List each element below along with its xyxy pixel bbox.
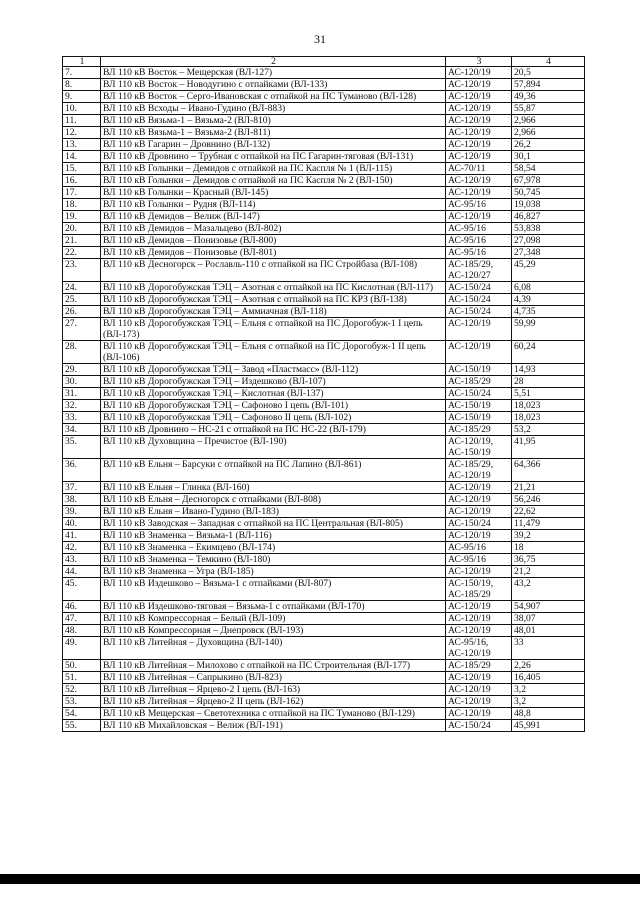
cell-length: 18,023	[512, 400, 585, 412]
cell-length: 2,966	[512, 127, 585, 139]
cell-line-name: ВЛ 110 кВ Дорогобужская ТЭЦ – Сафоново II цепь (ВЛ-102)	[101, 412, 446, 424]
cell-line-name: ВЛ 110 кВ Голынки – Демидов с отпайкой на ПС Каспля № 1 (ВЛ-115)	[101, 163, 446, 175]
cell-number: 44.	[63, 566, 101, 578]
cell-length: 58,54	[512, 163, 585, 175]
table-row	[63, 139, 585, 151]
cell-wire-type: АС-120/19	[446, 79, 512, 91]
column-header-number: 1	[63, 57, 101, 67]
cell-line-name: ВЛ 110 кВ Восток – Серго-Ивановская с отпайкой на ПС Туманово (ВЛ-128)	[101, 91, 446, 103]
cell-number: 45.	[63, 578, 101, 601]
cell-length: 11,479	[512, 518, 585, 530]
cell-length: 30,1	[512, 151, 585, 163]
cell-wire-type: АС-120/19	[446, 506, 512, 518]
cell-line-name: ВЛ 110 кВ Заводская – Западная с отпайкой на ПС Центральная (ВЛ-805)	[101, 518, 446, 530]
cell-line-name: ВЛ 110 кВ Ельня – Барсуки с отпайкой на ПС Лапино (ВЛ-861)	[101, 459, 446, 482]
cell-length: 64,366	[512, 459, 585, 482]
cell-length: 20,5	[512, 67, 585, 79]
cell-wire-type: АС-150/24	[446, 720, 512, 732]
cell-number: 19.	[63, 211, 101, 223]
cell-line-name: ВЛ 110 кВ Дорогобужская ТЭЦ – Азотная с отпайкой на ПС КРЗ (ВЛ-138)	[101, 294, 446, 306]
table-row	[63, 127, 585, 139]
table-row	[63, 554, 585, 566]
table-row	[63, 578, 585, 601]
cell-wire-type: АС-95/16	[446, 235, 512, 247]
cell-line-name: ВЛ 110 кВ Голынки – Демидов с отпайкой на ПС Каспля № 2 (ВЛ-150)	[101, 175, 446, 187]
column-header-length: 4	[512, 57, 585, 67]
cell-length: 14,93	[512, 364, 585, 376]
cell-wire-type: АС-120/19	[446, 91, 512, 103]
cell-length: 41,95	[512, 436, 585, 459]
cell-line-name: ВЛ 110 кВ Десногорск – Рославль-110 с отпайкой на ПС Стройбаза (ВЛ-108)	[101, 259, 446, 282]
cell-wire-type: АС-150/24	[446, 388, 512, 400]
table-row	[63, 388, 585, 400]
cell-line-name: ВЛ 110 кВ Дровнино – Трубная с отпайкой на ПС Гагарин-тяговая (ВЛ-131)	[101, 151, 446, 163]
cell-line-name: ВЛ 110 кВ Вязьма-1 – Вязьма-2 (ВЛ-810)	[101, 115, 446, 127]
cell-line-name: ВЛ 110 кВ Литейная – Милохово с отпайкой на ПС Строительная (ВЛ-177)	[101, 660, 446, 672]
cell-length: 39,2	[512, 530, 585, 542]
table-row	[63, 211, 585, 223]
cell-line-name: ВЛ 110 кВ Издешково – Вязьма-1 с отпайками (ВЛ-807)	[101, 578, 446, 601]
cell-length: 67,978	[512, 175, 585, 187]
cell-number: 36.	[63, 459, 101, 482]
table-row	[63, 542, 585, 554]
cell-line-name: ВЛ 110 кВ Демидов – Понизовье (ВЛ-801)	[101, 247, 446, 259]
table-row	[63, 424, 585, 436]
table-row	[63, 282, 585, 294]
cell-number: 50.	[63, 660, 101, 672]
table-row	[63, 318, 585, 341]
cell-number: 12.	[63, 127, 101, 139]
cell-wire-type: АС-95/16	[446, 542, 512, 554]
cell-length: 16,405	[512, 672, 585, 684]
cell-number: 23.	[63, 259, 101, 282]
cell-number: 14.	[63, 151, 101, 163]
cell-wire-type: АС-120/19	[446, 625, 512, 637]
cell-length: 45,991	[512, 720, 585, 732]
cell-number: 38.	[63, 494, 101, 506]
cell-line-name: ВЛ 110 кВ Духовщина – Пречистое (ВЛ-190)	[101, 436, 446, 459]
cell-line-name: ВЛ 110 кВ Ельня – Десногорск с отпайками (ВЛ-808)	[101, 494, 446, 506]
cell-length: 2,966	[512, 115, 585, 127]
cell-length: 53,2	[512, 424, 585, 436]
cell-length: 2,26	[512, 660, 585, 672]
cell-number: 41.	[63, 530, 101, 542]
power-lines-table	[62, 56, 585, 732]
table-row	[63, 223, 585, 235]
cell-line-name: ВЛ 110 кВ Литейная – Ярцево-2 II цепь (ВЛ-162)	[101, 696, 446, 708]
cell-number: 27.	[63, 318, 101, 341]
cell-line-name: ВЛ 110 кВ Издешково-тяговая – Вязьма-1 с отпайками (ВЛ-170)	[101, 601, 446, 613]
table-row	[63, 247, 585, 259]
cell-wire-type: АС-150/19, АС-185/29	[446, 578, 512, 601]
table-row	[63, 91, 585, 103]
cell-wire-type: АС-185/29, АС-120/19	[446, 459, 512, 482]
cell-length: 5,51	[512, 388, 585, 400]
cell-length: 27,098	[512, 235, 585, 247]
cell-wire-type: АС-150/19	[446, 400, 512, 412]
cell-number: 7.	[63, 67, 101, 79]
cell-number: 51.	[63, 672, 101, 684]
table-row	[63, 506, 585, 518]
cell-length: 59,99	[512, 318, 585, 341]
cell-length: 49,36	[512, 91, 585, 103]
table-row	[63, 530, 585, 542]
cell-length: 27,348	[512, 247, 585, 259]
cell-line-name: ВЛ 110 кВ Дорогобужская ТЭЦ – Кислотная (ВЛ-137)	[101, 388, 446, 400]
cell-wire-type: АС-185/29	[446, 424, 512, 436]
cell-number: 31.	[63, 388, 101, 400]
cell-line-name: ВЛ 110 кВ Демидов – Мазальцево (ВЛ-802)	[101, 223, 446, 235]
cell-length: 45,29	[512, 259, 585, 282]
table-row	[63, 708, 585, 720]
page-number: 31	[314, 32, 326, 46]
cell-line-name: ВЛ 110 кВ Литейная – Ярцево-2 I цепь (ВЛ-163)	[101, 684, 446, 696]
cell-length: 38,07	[512, 613, 585, 625]
cell-length: 21,2	[512, 566, 585, 578]
table-row	[63, 79, 585, 91]
cell-length: 28	[512, 376, 585, 388]
cell-length: 36,75	[512, 554, 585, 566]
cell-length: 4,39	[512, 294, 585, 306]
cell-number: 8.	[63, 79, 101, 91]
cell-number: 16.	[63, 175, 101, 187]
cell-wire-type: АС-185/29	[446, 376, 512, 388]
table-row	[63, 696, 585, 708]
table-row	[63, 151, 585, 163]
cell-wire-type: АС-95/16	[446, 247, 512, 259]
table-row	[63, 601, 585, 613]
cell-length: 55,87	[512, 103, 585, 115]
table-row	[63, 566, 585, 578]
cell-wire-type: АС-120/19	[446, 175, 512, 187]
table-row	[63, 306, 585, 318]
cell-number: 35.	[63, 436, 101, 459]
cell-wire-type: АС-150/24	[446, 282, 512, 294]
cell-number: 55.	[63, 720, 101, 732]
table-row	[63, 637, 585, 660]
table-row	[63, 376, 585, 388]
cell-length: 6,08	[512, 282, 585, 294]
cell-line-name: ВЛ 110 кВ Гагарин – Дровнино (ВЛ-132)	[101, 139, 446, 151]
cell-wire-type: АС-120/19	[446, 341, 512, 364]
cell-wire-type: АС-120/19	[446, 613, 512, 625]
cell-number: 17.	[63, 187, 101, 199]
cell-line-name: ВЛ 110 кВ Ельня – Глинка (ВЛ-160)	[101, 482, 446, 494]
cell-line-name: ВЛ 110 кВ Всходы – Ивано-Гудино (ВЛ-883)	[101, 103, 446, 115]
cell-number: 32.	[63, 400, 101, 412]
bottom-rule	[0, 874, 640, 884]
table-row	[63, 400, 585, 412]
table-row	[63, 720, 585, 732]
cell-wire-type: АС-120/19, АС-150/19	[446, 436, 512, 459]
cell-wire-type: АС-120/19	[446, 530, 512, 542]
cell-length: 48,01	[512, 625, 585, 637]
cell-length: 19,038	[512, 199, 585, 211]
cell-line-name: ВЛ 110 кВ Дорогобужская ТЭЦ – Сафоново I цепь (ВЛ-101)	[101, 400, 446, 412]
cell-length: 21,21	[512, 482, 585, 494]
table-row	[63, 672, 585, 684]
table-row	[63, 625, 585, 637]
cell-length: 46,827	[512, 211, 585, 223]
cell-wire-type: АС-120/19	[446, 127, 512, 139]
cell-number: 39.	[63, 506, 101, 518]
cell-number: 53.	[63, 696, 101, 708]
cell-line-name: ВЛ 110 кВ Знаменка – Екимцево (ВЛ-174)	[101, 542, 446, 554]
table-row	[63, 67, 585, 79]
cell-line-name: ВЛ 110 кВ Дорогобужская ТЭЦ – Издешково (ВЛ-107)	[101, 376, 446, 388]
cell-wire-type: АС-150/19	[446, 364, 512, 376]
cell-wire-type: АС-120/19	[446, 601, 512, 613]
cell-length: 53,838	[512, 223, 585, 235]
cell-wire-type: АС-120/19	[446, 151, 512, 163]
cell-line-name: ВЛ 110 кВ Восток – Мещерская (ВЛ-127)	[101, 67, 446, 79]
cell-line-name: ВЛ 110 кВ Литейная – Сапрыкино (ВЛ-823)	[101, 672, 446, 684]
cell-wire-type: АС-120/19	[446, 139, 512, 151]
table-row	[63, 494, 585, 506]
cell-line-name: ВЛ 110 кВ Михайловская – Велиж (ВЛ-191)	[101, 720, 446, 732]
cell-number: 34.	[63, 424, 101, 436]
cell-wire-type: АС-150/24	[446, 306, 512, 318]
table-row	[63, 175, 585, 187]
cell-wire-type: АС-120/19	[446, 708, 512, 720]
cell-length: 50,745	[512, 187, 585, 199]
cell-line-name: ВЛ 110 кВ Компрессорная – Днепровск (ВЛ-193)	[101, 625, 446, 637]
cell-number: 22.	[63, 247, 101, 259]
table-row	[63, 660, 585, 672]
cell-wire-type: АС-150/24	[446, 518, 512, 530]
table-row	[63, 235, 585, 247]
table-row	[63, 482, 585, 494]
cell-wire-type: АС-120/19	[446, 187, 512, 199]
cell-wire-type: АС-120/19	[446, 318, 512, 341]
cell-wire-type: АС-150/24	[446, 294, 512, 306]
table-row	[63, 436, 585, 459]
table-row	[63, 199, 585, 211]
table-row	[63, 294, 585, 306]
cell-number: 30.	[63, 376, 101, 388]
cell-line-name: ВЛ 110 кВ Голынки – Красный (ВЛ-145)	[101, 187, 446, 199]
cell-number: 46.	[63, 601, 101, 613]
cell-line-name: ВЛ 110 кВ Ельня – Ивано-Гудино (ВЛ-183)	[101, 506, 446, 518]
cell-wire-type: АС-120/19	[446, 67, 512, 79]
cell-length: 33	[512, 637, 585, 660]
cell-number: 37.	[63, 482, 101, 494]
cell-number: 42.	[63, 542, 101, 554]
table-row	[63, 613, 585, 625]
table-header-row	[63, 57, 585, 67]
cell-number: 25.	[63, 294, 101, 306]
cell-line-name: ВЛ 110 кВ Дровнино – НС-21 с отпайкой на ПС НС-22 (ВЛ-179)	[101, 424, 446, 436]
cell-line-name: ВЛ 110 кВ Знаменка – Темкино (ВЛ-180)	[101, 554, 446, 566]
cell-length: 3,2	[512, 696, 585, 708]
cell-length: 26,2	[512, 139, 585, 151]
cell-line-name: ВЛ 110 кВ Знаменка – Угра (ВЛ-185)	[101, 566, 446, 578]
cell-line-name: ВЛ 110 кВ Демидов – Велиж (ВЛ-147)	[101, 211, 446, 223]
table-row	[63, 412, 585, 424]
cell-wire-type: АС-120/19	[446, 115, 512, 127]
cell-line-name: ВЛ 110 кВ Дорогобужская ТЭЦ – Аммиачная (ВЛ-118)	[101, 306, 446, 318]
cell-number: 20.	[63, 223, 101, 235]
cell-length: 43,2	[512, 578, 585, 601]
cell-number: 26.	[63, 306, 101, 318]
cell-length: 56,246	[512, 494, 585, 506]
cell-line-name: ВЛ 110 кВ Голынки – Рудня (ВЛ-114)	[101, 199, 446, 211]
column-header-line-name: 2	[101, 57, 446, 67]
table-row	[63, 163, 585, 175]
cell-line-name: ВЛ 110 кВ Вязьма-1 – Вязьма-2 (ВЛ-811)	[101, 127, 446, 139]
cell-number: 49.	[63, 637, 101, 660]
table-body	[63, 67, 585, 732]
cell-line-name: ВЛ 110 кВ Дорогобужская ТЭЦ – Ельня с отпайкой на ПС Дорогобуж-1 I цепь (ВЛ-173)	[101, 318, 446, 341]
cell-line-name: ВЛ 110 кВ Компрессорная – Белый (ВЛ-109)	[101, 613, 446, 625]
cell-wire-type: АС-185/29	[446, 660, 512, 672]
cell-wire-type: АС-95/16, АС-120/19	[446, 637, 512, 660]
cell-number: 33.	[63, 412, 101, 424]
cell-number: 40.	[63, 518, 101, 530]
cell-wire-type: АС-120/19	[446, 103, 512, 115]
cell-line-name: ВЛ 110 кВ Дорогобужская ТЭЦ – Ельня с отпайкой на ПС Дорогобуж-1 II цепь (ВЛ-106)	[101, 341, 446, 364]
cell-length: 22,62	[512, 506, 585, 518]
table-row	[63, 364, 585, 376]
cell-wire-type: АС-95/16	[446, 554, 512, 566]
cell-wire-type: АС-120/19	[446, 684, 512, 696]
cell-wire-type: АС-95/16	[446, 223, 512, 235]
column-header-wire-type: 3	[446, 57, 512, 67]
cell-number: 11.	[63, 115, 101, 127]
table-row	[63, 115, 585, 127]
cell-wire-type: АС-120/19	[446, 482, 512, 494]
cell-number: 48.	[63, 625, 101, 637]
cell-wire-type: АС-120/19	[446, 566, 512, 578]
cell-number: 24.	[63, 282, 101, 294]
cell-number: 9.	[63, 91, 101, 103]
cell-number: 28.	[63, 341, 101, 364]
table-row	[63, 518, 585, 530]
cell-number: 13.	[63, 139, 101, 151]
cell-wire-type: АС-120/19	[446, 211, 512, 223]
cell-length: 57,894	[512, 79, 585, 91]
cell-length: 54,907	[512, 601, 585, 613]
table-row	[63, 459, 585, 482]
cell-wire-type: АС-95/16	[446, 199, 512, 211]
table-row	[63, 684, 585, 696]
cell-line-name: ВЛ 110 кВ Демидов – Понизовье (ВЛ-800)	[101, 235, 446, 247]
cell-line-name: ВЛ 110 кВ Дорогобужская ТЭЦ – Завод «Пластмасс» (ВЛ-112)	[101, 364, 446, 376]
cell-line-name: ВЛ 110 кВ Литейная – Духовщина (ВЛ-140)	[101, 637, 446, 660]
cell-wire-type: АС-150/19	[446, 412, 512, 424]
cell-length: 3,2	[512, 684, 585, 696]
cell-wire-type: АС-70/11	[446, 163, 512, 175]
cell-number: 21.	[63, 235, 101, 247]
cell-line-name: ВЛ 110 кВ Восток – Новодугино с отпайками (ВЛ-133)	[101, 79, 446, 91]
cell-line-name: ВЛ 110 кВ Дорогобужская ТЭЦ – Азотная с отпайкой на ПС Кислотная (ВЛ-117)	[101, 282, 446, 294]
cell-line-name: ВЛ 110 кВ Мещерская – Светотехника с отпайкой на ПС Туманово (ВЛ-129)	[101, 708, 446, 720]
table-row	[63, 259, 585, 282]
cell-wire-type: АС-185/29, АС-120/27	[446, 259, 512, 282]
table-row	[63, 187, 585, 199]
cell-line-name: ВЛ 110 кВ Знаменка – Вязьма-1 (ВЛ-116)	[101, 530, 446, 542]
cell-number: 52.	[63, 684, 101, 696]
cell-length: 18,023	[512, 412, 585, 424]
cell-number: 29.	[63, 364, 101, 376]
cell-number: 43.	[63, 554, 101, 566]
cell-length: 48,8	[512, 708, 585, 720]
cell-length: 60,24	[512, 341, 585, 364]
cell-length: 4,735	[512, 306, 585, 318]
table-row	[63, 341, 585, 364]
cell-length: 18	[512, 542, 585, 554]
cell-number: 18.	[63, 199, 101, 211]
table-row	[63, 103, 585, 115]
cell-wire-type: АС-120/19	[446, 672, 512, 684]
cell-wire-type: АС-120/19	[446, 696, 512, 708]
cell-number: 15.	[63, 163, 101, 175]
cell-number: 54.	[63, 708, 101, 720]
cell-number: 47.	[63, 613, 101, 625]
cell-number: 10.	[63, 103, 101, 115]
cell-wire-type: АС-120/19	[446, 494, 512, 506]
